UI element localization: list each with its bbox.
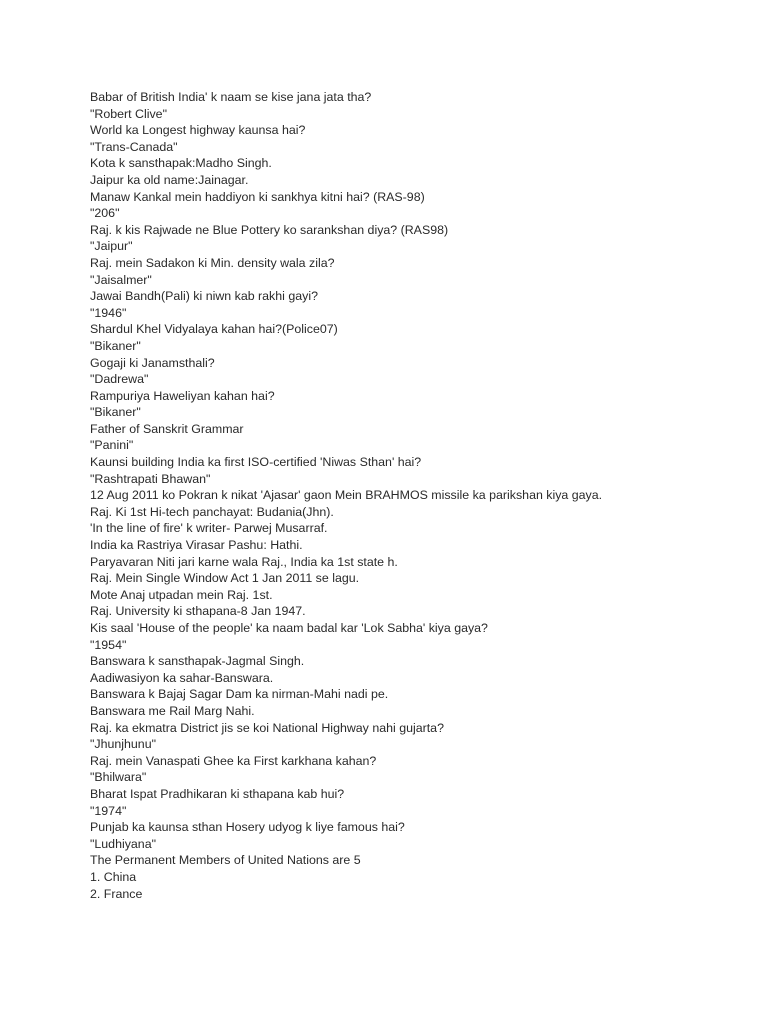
text-line: Raj. k kis Rajwade ne Blue Pottery ko sarankshan diya? (RAS98) [90, 222, 449, 237]
text-line: 12 Aug 2011 ko Pokran k nikat 'Ajasar' gaon Mein BRAHMOS missile ka parikshan kiya gaya. [90, 488, 603, 503]
text-line: Gogaji ki Janamsthali? [90, 355, 215, 370]
text-line: Bharat Ispat Pradhikaran ki sthapana kab hui? [90, 786, 345, 801]
text-line: Raj. ka ekmatra District jis se koi National Highway nahi gujarta? [90, 720, 444, 735]
text-line: Punjab ka kaunsa sthan Hosery udyog k liye famous hai? [90, 820, 405, 835]
text-line: India ka Rastriya Virasar Pashu: Hathi. [90, 538, 303, 553]
text-line: The Permanent Members of United Nations are 5 [90, 853, 361, 868]
text-line: World ka Longest highway kaunsa hai? [90, 123, 306, 138]
text-line: Raj. mein Sadakon ki Min. density wala zila? [90, 255, 335, 270]
text-line: Banswara me Rail Marg Nahi. [90, 703, 255, 718]
text-line: "1954" [90, 637, 127, 652]
text-line: Raj. University ki sthapana-8 Jan 1947. [90, 604, 306, 619]
text-line: "Bikaner" [90, 405, 141, 420]
text-line: Kota k sansthapak:Madho Singh. [90, 156, 272, 171]
text-line: Shardul Khel Vidyalaya kahan hai?(Police07) [90, 322, 338, 337]
text-line: Banswara k Bajaj Sagar Dam ka nirman-Mahi nadi pe. [90, 687, 389, 702]
text-line: Mote Anaj utpadan mein Raj. 1st. [90, 587, 273, 602]
text-line: "Ludhiyana" [90, 836, 156, 851]
text-line: Manaw Kankal mein haddiyon ki sankhya kitni hai? (RAS-98) [90, 189, 425, 204]
text-line: 2. France [90, 886, 143, 901]
text-line: Jawai Bandh(Pali) ki niwn kab rakhi gayi? [90, 289, 318, 304]
text-line: Raj. Mein Single Window Act 1 Jan 2011 se lagu. [90, 571, 360, 586]
text-line: "Bhilwara" [90, 770, 147, 785]
text-line: "Bikaner" [90, 338, 141, 353]
document-page [90, 89, 750, 902]
text-line: "Rashtrapati Bhawan" [90, 471, 211, 486]
text-line: Father of Sanskrit Grammar [90, 421, 244, 436]
text-line: Babar of British India' k naam se kise jana jata tha? [90, 90, 372, 104]
text-line: "1974" [90, 803, 127, 818]
text-line: Aadiwasiyon ka sahar-Banswara. [90, 670, 274, 685]
text-line: 1. China [90, 869, 137, 884]
text-line: "Dadrewa" [90, 372, 149, 387]
text-line: Raj. Ki 1st Hi-tech panchayat: Budania(Jhn). [90, 504, 334, 519]
text-line: Banswara k sansthapak-Jagmal Singh. [90, 654, 305, 669]
text-line: Kaunsi building India ka first ISO-certified 'Niwas Sthan' hai? [90, 455, 422, 470]
text-line: Jaipur ka old name:Jainagar. [90, 172, 249, 187]
text-line: Kis saal 'House of the people' ka naam badal kar 'Lok Sabha' kiya gaya? [90, 621, 488, 635]
text-line: "Jhunjhunu" [90, 737, 156, 752]
text-line: "Robert Clive" [90, 106, 167, 121]
text-line: "Trans-Canada" [90, 139, 178, 154]
text-line: Rampuriya Haweliyan kahan hai? [90, 388, 275, 403]
text-line: "Jaisalmer" [90, 272, 152, 287]
text-line: "Jaipur" [90, 239, 133, 254]
text-line: "206" [90, 206, 120, 221]
text-line: Paryavaran Niti jari karne wala Raj., India ka 1st state h. [90, 554, 398, 569]
text-line: 'In the line of fire' k writer- Parwej Musarraf. [90, 521, 328, 536]
text-line: Raj. mein Vanaspati Ghee ka First karkhana kahan? [90, 753, 377, 768]
text-line: "1946" [90, 305, 127, 320]
text-line: "Panini" [90, 438, 134, 453]
